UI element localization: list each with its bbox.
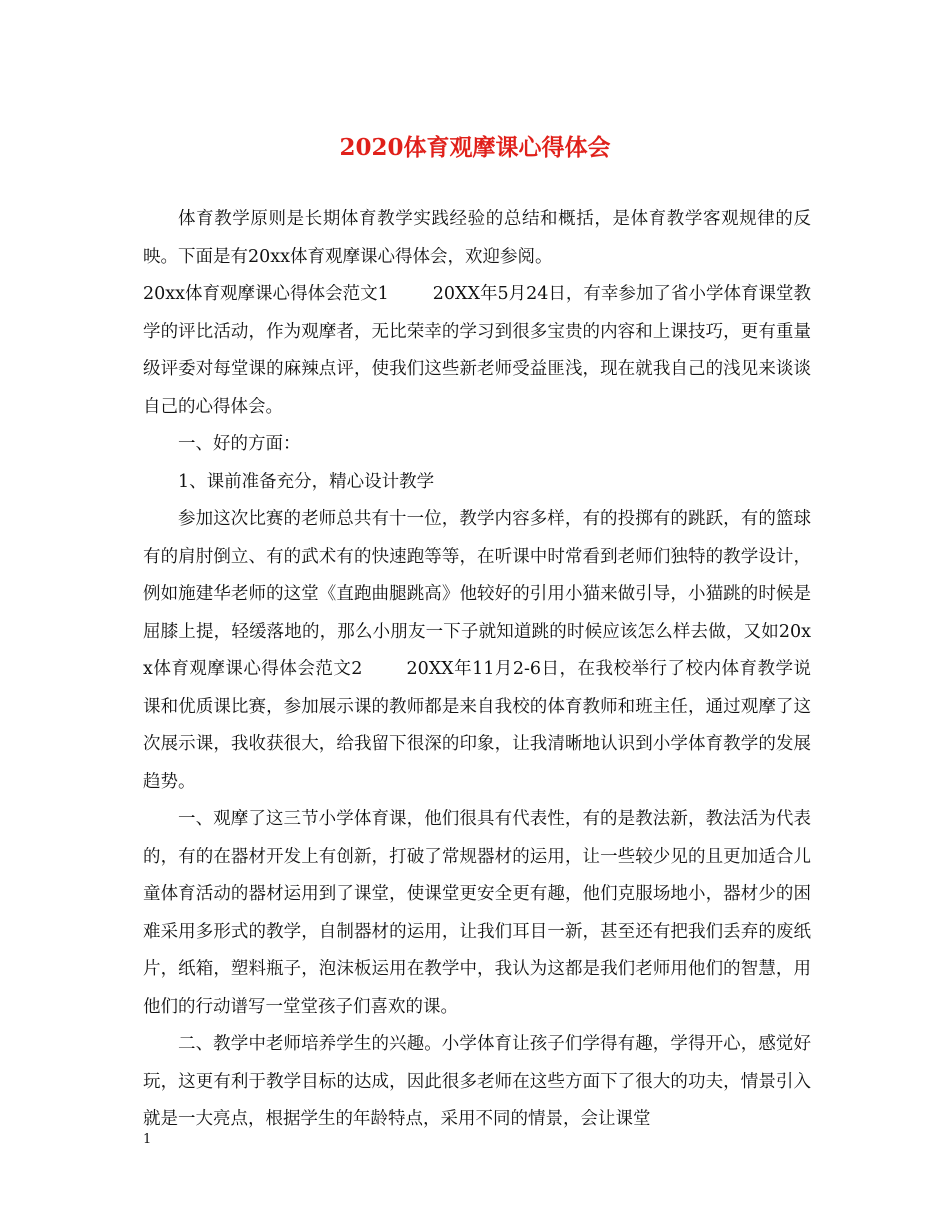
paragraph-text: 一、观摩了这三节小学体育课，他们很具有代表性，有的是教法新，教法活为代表的，有的在器材开发上有创新，打破了常规器材的运用，让一些较少见的且更加适合儿童体育活动的器材运用到了课堂，使课堂更安全更有趣，他们克服场地小，器材少的困难采用多形式的教学，自制器材的运用，让我们耳目一新，甚至还有把我们丢弃的废纸片，纸箱，塑料瓶子，泡沫板运用在教学中，我认为这都是我们老师用他们的智慧，用他们的行动谱写一堂堂孩子们喜欢的课。: [143, 809, 811, 1017]
paragraph-text: 参加这次比赛的老师总共有十一位，教学内容多样，有的投掷有的跳跃，有的篮球有的肩肘倒立、有的武术有的快速跑等等，在听课中时常看到老师们独特的教学设计，例如施建华老师的这堂《直跑曲腿跳高》他较好的引用小猫来做引导，小猫跳的时候是屈膝上提，轻缓落地的，那么小朋友一下子就知道跳的时候应该怎么样去做，又如20xx体育观摩课心得体会范文2: [143, 509, 811, 679]
paragraph-text: 体育教学原则是长期体育教学实践经验的总结和概括，是体育教学客观规律的反映。下面是有20xx体育观摩课心得体会，欢迎参阅。: [143, 209, 811, 267]
paragraph-text: 1、课前准备充分，精心设计教学: [178, 471, 435, 492]
paragraph-point-1: [143, 801, 811, 1026]
paragraph-text: 20XX年5月24日，有幸参加了省小学体育课堂教学的评比活动，作为观摩者，无比荣幸的学习到很多宝贵的内容和上课技巧，更有重量级评委对每堂课的麻辣点评，使我们这些新老师受益匪浅，现在就我自己的浅见来谈谈自己的心得体会。: [143, 284, 811, 417]
paragraph-competition: [143, 501, 811, 801]
paragraph-subheading: [143, 464, 811, 502]
paragraph-text: 二、教学中老师培养学生的兴趣。小学体育让孩子们学得有趣，学得开心，感觉好玩，这更有利于教学目标的达成，因此很多老师在这些方面下了很大的功夫，情景引入就是一大亮点，根据学生的年龄特点，采用不同的情景，会让课堂: [143, 1034, 811, 1129]
paragraph-intro: [143, 201, 811, 276]
document-title: 2020体育观摩课心得体会: [339, 134, 611, 161]
page-number: 1: [143, 1132, 152, 1147]
paragraph-sample-1: [143, 276, 811, 426]
paragraph-section-heading: [143, 426, 811, 464]
paragraph-text: 20XX年11月2-6日，在我校举行了校内体育教学说课和优质课比赛，参加展示课的教师都是来自我校的体育教师和班主任，通过观摩了这次展示课，我收获很大，给我留下很深的印象，让我清晰地认识到小学体育教学的发展趋势。: [143, 659, 811, 792]
document-body: [143, 201, 811, 1139]
paragraph-point-2: [143, 1026, 811, 1139]
paragraph-text: 一、好的方面：: [178, 434, 301, 454]
paragraph-heading-text: 20xx体育观摩课心得体会范文1: [143, 284, 389, 304]
